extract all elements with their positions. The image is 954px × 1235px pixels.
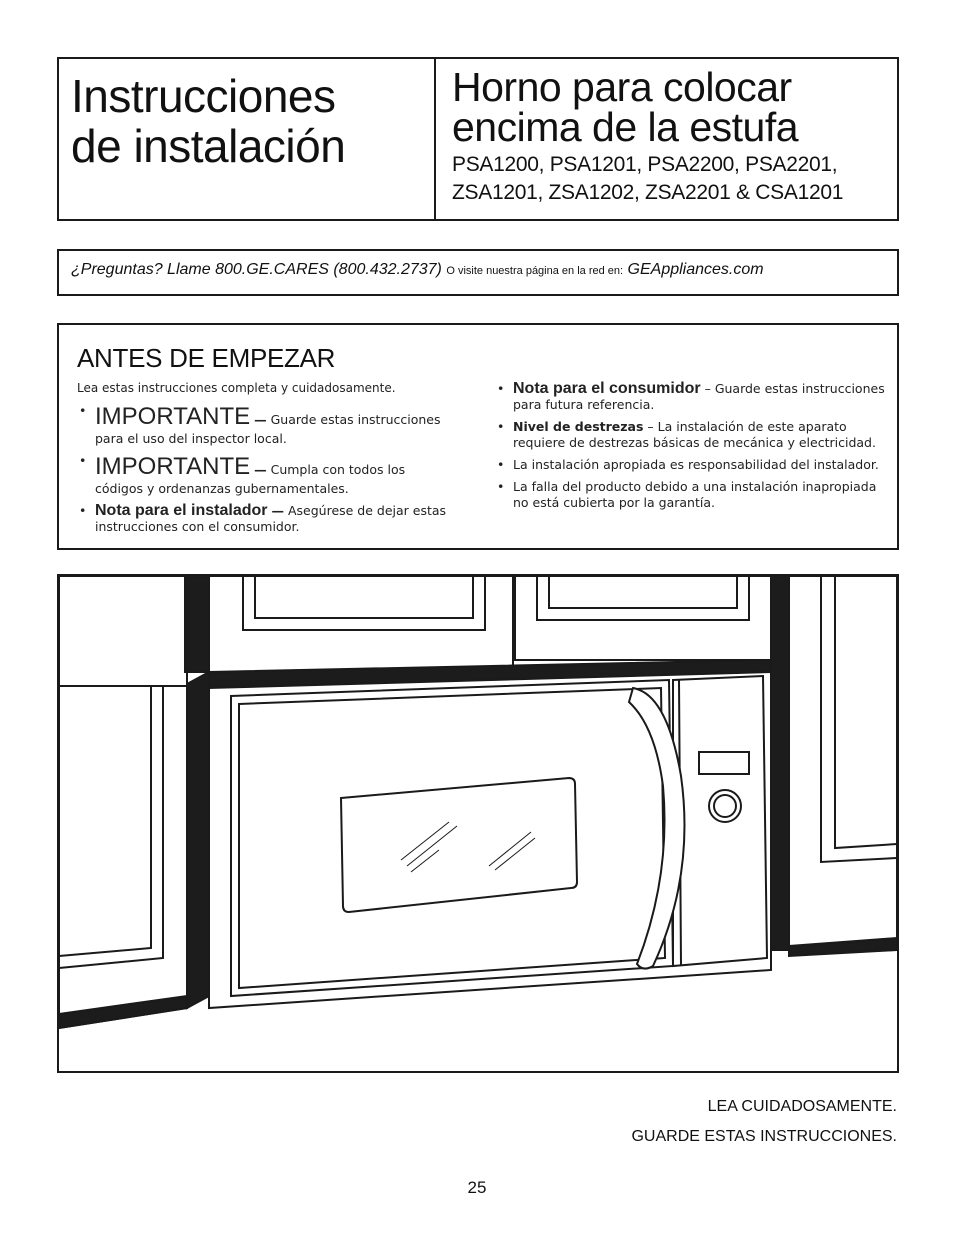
item-dash: — (271, 503, 284, 518)
right-column (495, 381, 890, 517)
bullet-icon: • (497, 419, 505, 434)
models-line-1: PSA1200, PSA1201, PSA2200, PSA2201, (452, 153, 838, 176)
item-dash: – (647, 419, 654, 434)
title-line-2: de instalación (71, 120, 346, 172)
left-column (77, 403, 457, 541)
item-text: Guarde estas instrucciones para futura referencia. (513, 381, 885, 412)
intro-text: Lea estas instrucciones completa y cuidadosamente. (77, 381, 396, 395)
doc-title (59, 59, 436, 219)
bullet-icon: • (79, 403, 87, 418)
phone-question: ¿Preguntas? Llame 800.GE.CARES (800.432.2737) (71, 261, 442, 278)
bullet-icon: • (79, 453, 87, 468)
website-link[interactable]: GEAppliances.com (627, 261, 764, 278)
read-carefully: LEA CUIDADOSAMENTE. (707, 1098, 897, 1115)
left-cabinet (59, 672, 209, 1028)
item-text: La falla del producto debido a una instalación inapropiada no está cubierta por la garantía. (513, 479, 877, 510)
list-item (77, 403, 457, 447)
product-line-1: Horno para colocar (452, 64, 792, 110)
bullet-icon: • (79, 503, 87, 518)
list-item (495, 479, 890, 511)
microwave-illustration (57, 574, 899, 1073)
contact-box (57, 249, 899, 296)
product-line-2: encima de la estufa (452, 104, 799, 150)
item-dash: — (254, 462, 267, 477)
item-dash: — (254, 412, 267, 427)
model-list (452, 151, 897, 207)
list-item (495, 381, 890, 413)
save-instructions-line (631, 1122, 897, 1152)
item-lead: IMPORTANTE (95, 403, 251, 430)
section-title: ANTES DE EMPEZAR (77, 343, 336, 373)
item-text: Guarde estas instrucciones para el uso del inspector local. (95, 412, 441, 446)
item-text: La instalación apropiada es responsabilidad del instalador. (513, 457, 879, 472)
item-text: Cumpla con todos los códigos y ordenanzas gubernamentales. (95, 462, 406, 496)
save-period: . (892, 1128, 897, 1145)
before-you-begin-box (57, 323, 899, 550)
list-item (495, 419, 890, 451)
item-text: Asegúrese de dejar estas instrucciones con el consumidor. (95, 503, 447, 534)
list-item (77, 503, 457, 535)
title-line-1: Instrucciones (71, 70, 336, 122)
list-item (77, 453, 457, 497)
item-lead: Nota para el instalador (95, 502, 268, 519)
bullet-icon: • (497, 479, 505, 494)
page-number: 25 (467, 1178, 487, 1197)
item-text: La instalación de este aparato requiere de destrezas básicas de mecánica y electricidad. (513, 419, 876, 450)
footer-notice (631, 1092, 897, 1152)
item-dash: – (704, 381, 711, 396)
item-lead: Nota para el consumidor (513, 380, 701, 397)
models-line-2: ZSA1201, ZSA1202, ZSA2201 & CSA1201 (452, 181, 844, 204)
title-box (57, 57, 899, 221)
list-item (495, 457, 890, 473)
visit-text: O visite nuestra página en la red en: (446, 265, 624, 277)
bullet-icon: • (497, 381, 505, 396)
microwave-body (209, 660, 771, 1008)
item-lead: Nivel de destrezas (513, 419, 644, 434)
item-lead: IMPORTANTE (95, 453, 251, 480)
save-instructions: GUARDE ESTAS INSTRUCCIONES (631, 1128, 893, 1145)
bullet-icon: • (497, 457, 505, 472)
product-title (436, 59, 897, 219)
